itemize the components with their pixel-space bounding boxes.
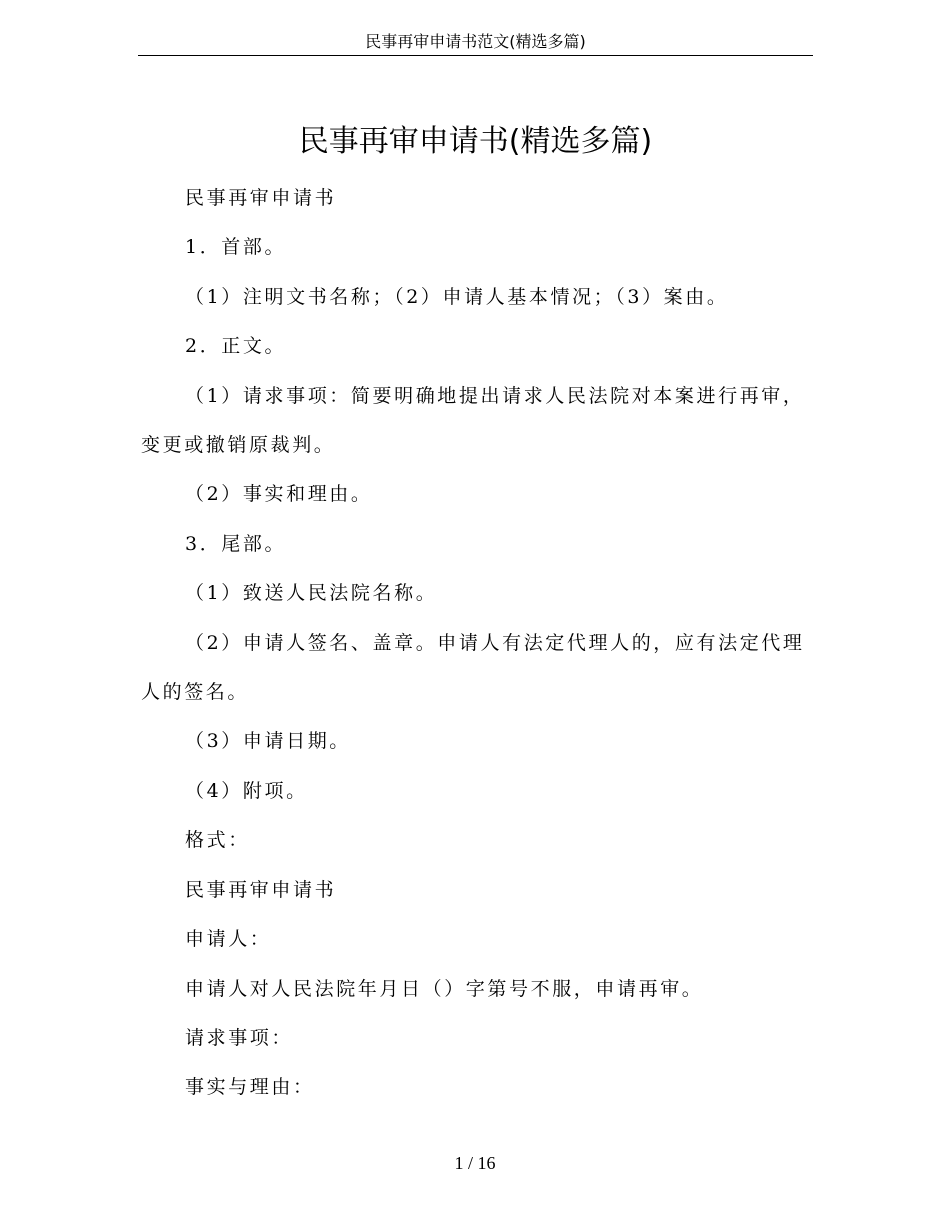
- paragraph: 请求事项：: [185, 1026, 294, 1049]
- paragraph: （1）致送人民法院名称。: [185, 582, 438, 605]
- paragraph: （3）申请日期。: [185, 730, 351, 753]
- paragraph: （2）申请人签名、盖章。申请人有法定代理人的，应有法定代理人的签名。: [141, 631, 805, 704]
- running-title: 民事再审申请书范文(精选多篇): [365, 32, 586, 51]
- document-title: 民事再审申请书(精选多篇): [298, 124, 653, 160]
- paragraph: 2．正文。: [185, 335, 287, 358]
- paragraph: 民事再审申请书: [185, 878, 337, 901]
- paragraph: 格式：: [185, 829, 250, 852]
- page-header: [138, 28, 813, 56]
- paragraph: 民事再审申请书: [185, 187, 337, 209]
- paragraph: （1）注明文书名称；（2）申请人基本情况；（3）案由。: [185, 285, 729, 308]
- paragraph: （2）事实和理由。: [185, 483, 373, 506]
- paragraph: （1）请求事项：简要明确地提出请求人民法院对本案进行再审，变更或撤销原裁判。: [141, 384, 805, 457]
- paragraph: 1．首部。: [185, 236, 287, 259]
- paragraph: 3．尾部。: [185, 532, 287, 555]
- paragraph: 申请人对人民法院年月日（）字第号不服，申请再审。: [185, 977, 704, 1000]
- paragraph: 申请人：: [185, 928, 272, 951]
- paragraph: 事实与理由：: [185, 1076, 315, 1099]
- paragraph: （4）附项。: [185, 779, 308, 802]
- document-body: [141, 174, 813, 1113]
- page-footer: [0, 1151, 950, 1175]
- page-number: 1 / 16: [454, 1153, 496, 1173]
